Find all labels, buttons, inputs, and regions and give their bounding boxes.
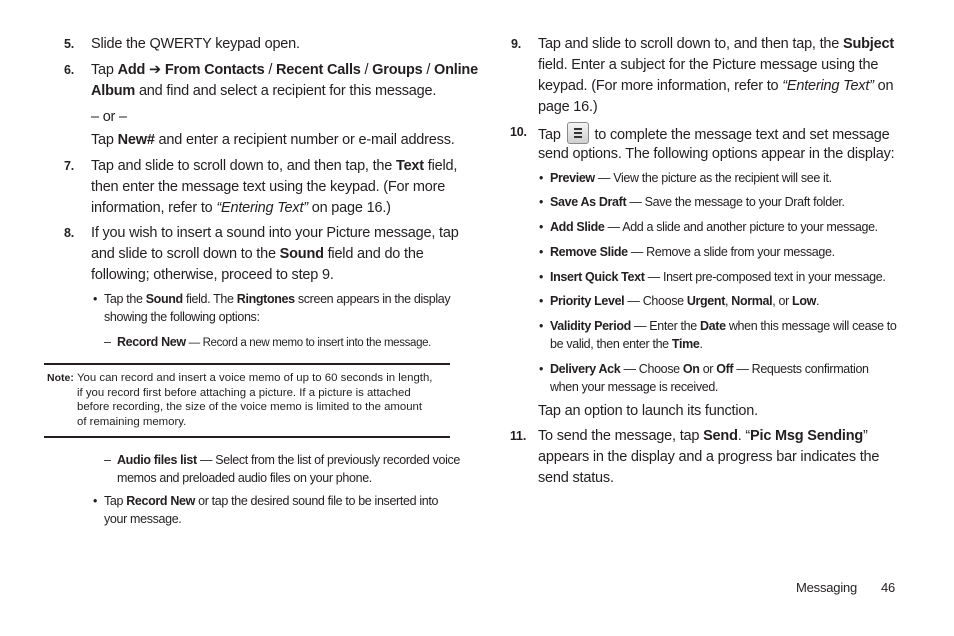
menu-icon[interactable] — [567, 122, 589, 144]
from-contacts-label: From Contacts — [164, 62, 265, 78]
recent-calls-label: Recent Calls — [276, 62, 361, 78]
step-text: Tap and slide to scroll down to, and then tap, the — [538, 36, 843, 52]
step-number: 7. — [64, 159, 75, 173]
option-description: — Add a slide and another picture to your message. — [604, 220, 878, 234]
step-text: Slide the QWERTY keypad open. — [91, 36, 300, 52]
note-label: Note: — [47, 372, 74, 384]
step-text: following; otherwise, proceed to step 9. — [91, 267, 334, 283]
step-text: field. Enter a subject for the Picture message using the — [538, 57, 879, 73]
bullet-text: or tap the desired sound file to be inserted into — [194, 494, 439, 508]
note-text: of remaining memory. — [77, 415, 187, 428]
step-text: Tap and slide to scroll down to, and then tap, the — [91, 158, 396, 174]
option-description: when your message is received. — [550, 380, 719, 394]
step-number: 11. — [510, 429, 527, 443]
option-description: memos and preloaded audio files on your phone. — [117, 471, 372, 485]
tap-text: Tap — [91, 62, 118, 78]
separator: / — [422, 62, 435, 78]
dash: – — [104, 453, 111, 467]
new-number-label: New# — [117, 132, 155, 148]
step-text: page 16.) — [538, 99, 598, 115]
option-label: Priority Level — [550, 294, 625, 308]
bullet-dot: • — [93, 292, 98, 306]
bullet-text: showing the following options: — [104, 310, 260, 324]
step-number: 6. — [64, 63, 75, 77]
option-description: — Remove a slide from your message. — [627, 245, 835, 259]
send-label: Send — [703, 428, 738, 444]
note-text: if you record first before attaching a picture. If a picture is attached — [77, 386, 411, 399]
online-label: Online — [434, 62, 478, 78]
record-new-label: Record New — [117, 335, 186, 349]
text-field-label: Text — [395, 158, 424, 174]
option-description: . — [699, 337, 703, 351]
record-new-label: Record New — [126, 494, 195, 508]
sound-label: Sound — [145, 292, 183, 306]
step-text: and enter a recipient number or e-mail address. — [154, 132, 455, 148]
time-label: Time — [671, 337, 700, 351]
step-number: 9. — [511, 37, 522, 51]
pic-msg-sending-label: Pic Msg Sending — [750, 428, 864, 444]
option-description: — Record a new memo to insert into the message. — [185, 337, 432, 349]
bullet-text: your message. — [104, 512, 182, 526]
option-description: — Requests confirmation — [733, 362, 869, 376]
bullet-text: Tap the — [104, 292, 146, 306]
or-separator: – or – — [91, 109, 127, 125]
step-text: information, refer to — [91, 200, 217, 216]
note-text: before recording, the size of the voice memo is limited to the amount — [77, 401, 423, 413]
cross-reference-link[interactable]: “Entering Text” — [782, 78, 874, 94]
step-text: to complete the message text and set message — [590, 127, 890, 143]
low-label: Low — [792, 294, 816, 308]
step-text: ” — [863, 428, 868, 444]
step-text: on — [873, 78, 894, 94]
bullet-dot: • — [539, 319, 544, 333]
step-text: To send the message, tap — [538, 428, 704, 444]
separator: , — [725, 294, 732, 308]
footer-section-title: Messaging — [796, 580, 858, 595]
step-text: appears in the display and a progress bar indicates the — [538, 449, 880, 465]
option-description: — Select from the list of previously recorded voice — [196, 453, 460, 467]
step-number: 10. — [510, 125, 527, 139]
step-text: and slide to scroll down to the — [91, 246, 280, 262]
bullet-dot: • — [539, 245, 544, 259]
groups-label: Groups — [372, 62, 423, 78]
bullet-dot: • — [539, 171, 544, 185]
off-label: Off — [716, 362, 734, 376]
option-label: Preview — [550, 171, 595, 185]
bullet-dot: • — [539, 270, 544, 284]
step-number: 5. — [64, 37, 75, 51]
urgent-label: Urgent — [686, 294, 726, 308]
step-text: field, — [423, 158, 458, 174]
option-description: when this message will cease to — [725, 319, 897, 333]
option-description: — Insert pre-composed text in your message. — [644, 270, 886, 284]
tap-text: Tap — [91, 132, 118, 148]
note-text: You can record and insert a voice memo of up to 60 seconds in length, — [77, 372, 433, 384]
album-label: Album — [91, 83, 136, 99]
dash: – — [104, 335, 111, 349]
step-text: then enter the message text using the keypad. (For more — [91, 179, 446, 195]
note-bottom-rule — [44, 436, 450, 438]
option-description: or — [699, 362, 717, 376]
separator: / — [264, 62, 277, 78]
bullet-dot: • — [539, 294, 544, 308]
ringtones-label: Ringtones — [236, 292, 295, 306]
separator: . — [815, 294, 820, 308]
bullet-text: field. The — [182, 292, 237, 306]
option-label: Validity Period — [550, 319, 631, 333]
bullet-text: Tap — [104, 494, 127, 508]
option-description: — View the picture as the recipient will see it. — [594, 171, 832, 185]
add-label: Add — [117, 62, 146, 78]
option-label: Save As Draft — [550, 195, 627, 209]
step-number: 8. — [64, 226, 75, 240]
page-number: 46 — [881, 580, 896, 595]
step-text: on page 16.) — [307, 200, 391, 216]
note-top-rule — [44, 363, 450, 365]
option-description: — Save the message to your Draft folder. — [626, 195, 845, 209]
step-text: keypad. (For more information, refer to — [538, 78, 783, 94]
step-text: send options. The following options appear in the display: — [538, 146, 895, 162]
on-label: On — [682, 362, 700, 376]
bullet-dot: • — [539, 195, 544, 209]
audio-files-label: Audio files list — [117, 453, 197, 467]
option-label: Remove Slide — [550, 245, 628, 259]
arrow: ➔ — [145, 62, 165, 78]
normal-label: Normal — [731, 294, 773, 308]
option-description: — Choose — [624, 294, 687, 308]
option-label: Add Slide — [550, 220, 605, 234]
step-text: If you wish to insert a sound into your Picture message, tap — [91, 225, 459, 241]
separator: / — [360, 62, 373, 78]
option-description: — Enter the — [630, 319, 700, 333]
option-description: — Choose — [620, 362, 683, 376]
cross-reference-link[interactable]: “Entering Text” — [216, 200, 308, 216]
subject-field-label: Subject — [842, 36, 894, 52]
step-text: field and do the — [323, 246, 424, 262]
date-label: Date — [700, 319, 726, 333]
separator: , or — [772, 294, 793, 308]
bullet-dot: • — [539, 362, 544, 376]
step-text: and find and select a recipient for this message. — [135, 83, 437, 99]
tap-option-text: Tap an option to launch its function. — [538, 403, 758, 419]
option-description: be valid, then enter the — [550, 337, 672, 351]
sound-field-label: Sound — [279, 246, 324, 262]
bullet-dot: • — [93, 494, 98, 508]
step-text: . “ — [737, 428, 751, 444]
bullet-text: screen appears in the display — [294, 292, 451, 306]
option-label: Insert Quick Text — [550, 270, 645, 284]
step-text: Tap — [538, 127, 565, 143]
step-text: send status. — [538, 470, 614, 486]
bullet-dot: • — [539, 220, 544, 234]
option-label: Delivery Ack — [550, 362, 621, 376]
